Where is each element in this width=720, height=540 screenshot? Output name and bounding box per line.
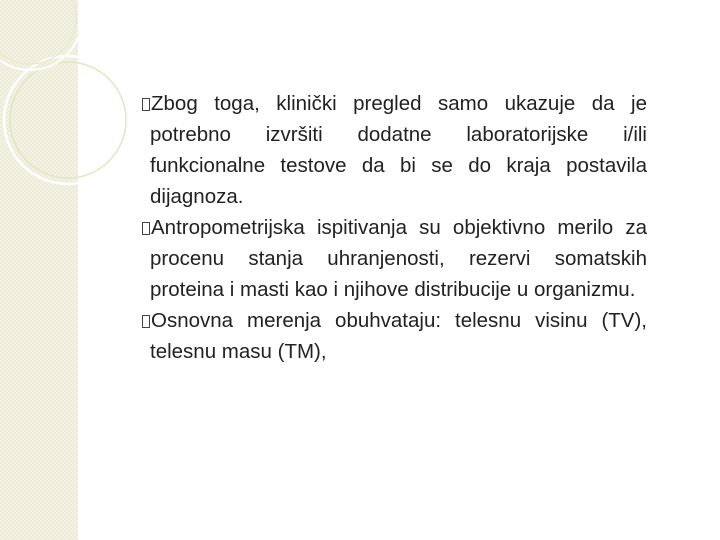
box-bullet-icon xyxy=(142,222,150,235)
box-bullet-icon xyxy=(142,98,150,111)
bullet-item xyxy=(142,305,647,367)
bullet-item xyxy=(142,212,647,305)
bullet-text: Antropometrijska ispitivanja su objektivno merilo za procenu stanja uhranjenosti, rezervi somatskih proteina i masti kao i njihove distribucije u organizmu. xyxy=(150,216,647,301)
bullet-item xyxy=(142,88,647,212)
box-bullet-icon xyxy=(142,315,150,328)
bullet-line xyxy=(150,88,647,212)
bullet-line xyxy=(150,305,647,367)
decorative-circle-top-inner xyxy=(0,0,76,64)
bullet-text: Zbog toga, klinički pregled samo ukazuje da je potrebno izvršiti dodatne laboratorijske i/ili funkcionalne testove da bi se do kraja postavila dijagnoza. xyxy=(150,92,647,208)
decorative-circles xyxy=(0,0,150,190)
decorative-circle-inner xyxy=(10,62,126,178)
bullet-text: Osnovna merenja obuhvataju: telesnu visinu (TV), telesnu masu (TM), xyxy=(150,309,647,363)
decorative-circle-outer xyxy=(4,56,132,184)
bullet-line xyxy=(150,212,647,305)
bullet-list xyxy=(142,88,647,367)
decorative-circle-top xyxy=(0,0,82,70)
